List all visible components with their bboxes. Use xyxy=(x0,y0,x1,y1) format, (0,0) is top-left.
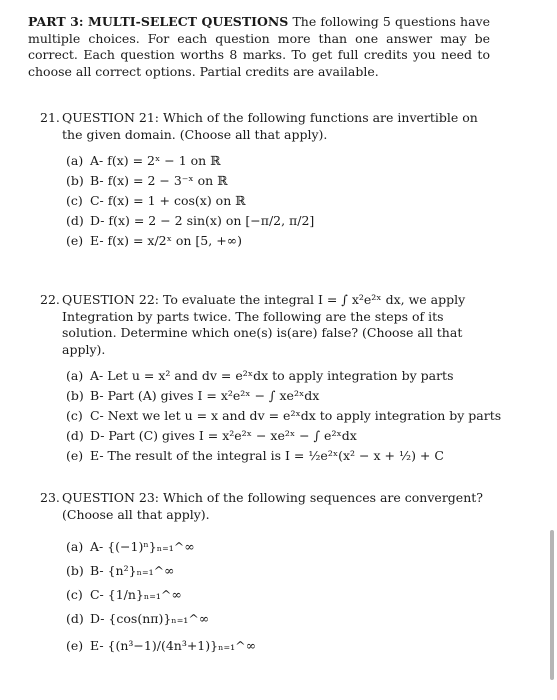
option-c[interactable] xyxy=(66,583,490,607)
option-text: E- f(x) = x/2ˣ on [5, +∞) xyxy=(89,233,242,248)
option-b[interactable] xyxy=(66,559,490,583)
option-label: (d) xyxy=(66,611,84,626)
option-text: A- Let u = x² and dv = e²ˣdx to apply integration by parts xyxy=(89,368,454,383)
option-c[interactable] xyxy=(66,406,502,426)
option-list xyxy=(40,151,490,251)
option-text: B- Part (A) gives I = x²e²ˣ − ∫ xe²ˣdx xyxy=(89,388,320,403)
option-label: (b) xyxy=(66,173,84,188)
intro-paragraph xyxy=(28,14,490,80)
option-d[interactable] xyxy=(66,607,490,631)
question-23 xyxy=(40,490,490,661)
question-22 xyxy=(40,292,502,466)
option-label: (e) xyxy=(66,638,84,653)
option-text: A- {(−1)ⁿ}ₙ₌₁^∞ xyxy=(89,539,195,554)
option-a[interactable] xyxy=(66,535,490,559)
option-text: D- f(x) = 2 − 2 sin(x) on [−π/2, π/2] xyxy=(89,213,315,228)
option-e[interactable] xyxy=(66,631,490,661)
option-a[interactable] xyxy=(66,366,490,386)
question-number: 21. xyxy=(40,110,60,125)
option-text: A- f(x) = 2ˣ − 1 on ℝ xyxy=(89,153,221,168)
option-text: C- Next we let u = x and dv = e²ˣdx to apply integration by parts xyxy=(89,408,502,423)
option-label: (a) xyxy=(66,539,84,554)
question-number: 23. xyxy=(40,490,60,505)
question-number: 22. xyxy=(40,292,60,307)
option-list xyxy=(40,535,490,661)
intro-text: The following 5 questions have multiple choices. For each question more than one answer may be correct. Each question worths 8 marks. To get full credits you need to choose all correct options. Partial credits are available. xyxy=(28,14,490,79)
option-label: (d) xyxy=(66,428,84,443)
option-list xyxy=(40,366,502,466)
option-text: D- Part (C) gives I = x²e²ˣ − xe²ˣ − ∫ e²ˣdx xyxy=(89,428,357,443)
option-text: E- The result of the integral is I = ½e²ˣ(x² − x + ½) + C xyxy=(89,448,444,463)
option-label: (e) xyxy=(66,233,84,248)
option-d[interactable] xyxy=(66,211,490,231)
option-b[interactable] xyxy=(66,171,490,191)
option-text: C- f(x) = 1 + cos(x) on ℝ xyxy=(89,193,246,208)
option-label: (c) xyxy=(66,587,83,602)
option-label: (c) xyxy=(66,193,83,208)
scrollbar[interactable] xyxy=(550,530,554,680)
part-heading: PART 3: MULTI-SELECT QUESTIONS xyxy=(28,14,289,29)
option-label: (a) xyxy=(66,368,84,383)
option-label: (b) xyxy=(66,388,84,403)
option-label: (e) xyxy=(66,448,84,463)
option-b[interactable] xyxy=(66,386,490,406)
option-text: C- {1/n}ₙ₌₁^∞ xyxy=(89,587,182,602)
option-text: B- {n²}ₙ₌₁^∞ xyxy=(89,563,175,578)
option-text: D- {cos(nπ)}ₙ₌₁^∞ xyxy=(89,611,210,626)
option-label: (c) xyxy=(66,408,83,423)
option-e[interactable] xyxy=(66,446,490,466)
option-label: (d) xyxy=(66,213,84,228)
option-text: B- f(x) = 2 − 3⁻ˣ on ℝ xyxy=(89,173,228,188)
question-stem: QUESTION 21: Which of the following functions are invertible on the given domain. (Choose all that apply). xyxy=(62,110,478,142)
option-text: E- {(n³−1)/(4n³+1)}ₙ₌₁^∞ xyxy=(89,638,256,653)
question-stem: QUESTION 23: Which of the following sequences are convergent? (Choose all that apply). xyxy=(62,490,483,522)
option-c[interactable] xyxy=(66,191,490,211)
option-label: (a) xyxy=(66,153,84,168)
option-e[interactable] xyxy=(66,231,490,251)
question-21 xyxy=(40,110,490,251)
option-d[interactable] xyxy=(66,426,490,446)
option-a[interactable] xyxy=(66,151,490,171)
question-stem: QUESTION 22: To evaluate the integral I = ∫ x²e²ˣ dx, we apply Integration by parts twice. The following are the steps of its solution. Determine which one(s) is(are) false? (Choose all that apply). xyxy=(62,292,466,357)
option-label: (b) xyxy=(66,563,84,578)
